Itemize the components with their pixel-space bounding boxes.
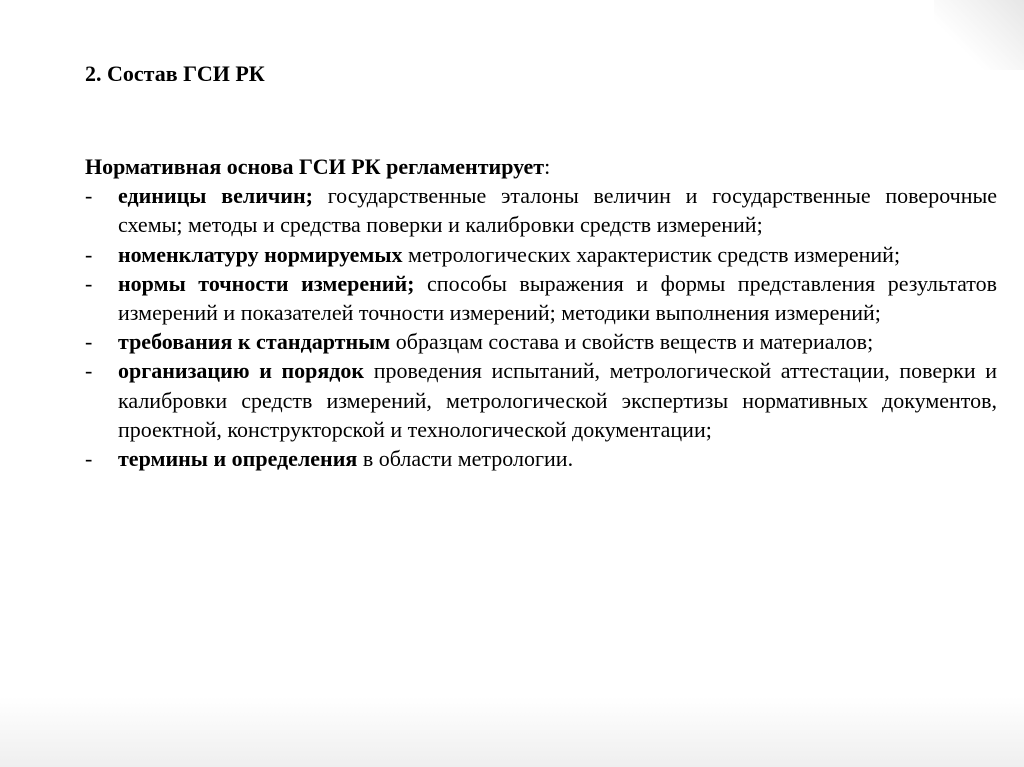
requirements-list — [85, 181, 997, 473]
item-term: организацию и порядок — [118, 358, 365, 384]
bullet-dash: - — [85, 358, 93, 384]
list-item — [85, 181, 997, 239]
item-text: метрологических характеристик средств измерений; — [402, 241, 901, 267]
item-text: проведения испытаний, метрологической аттестации, поверки и калибровки средств измерений, метрологической экспертизы нормативных документов, проектной, конструкторской и технологической документации; — [118, 358, 998, 442]
list-item — [85, 269, 997, 327]
intro-colon: : — [544, 154, 551, 179]
item-term: номенклатуру нормируемых — [118, 241, 403, 267]
slide-title: 2. Состав ГСИ РК — [85, 61, 265, 86]
bullet-dash: - — [85, 270, 93, 296]
bullet-dash: - — [85, 183, 93, 209]
bullet-dash: - — [85, 446, 93, 472]
item-text: способы выражения и формы представления результатов измерений и показателей точности измерений; методики выполнения измерений; — [118, 270, 997, 326]
bullet-dash: - — [85, 241, 93, 267]
list-item — [85, 327, 997, 356]
item-term: нормы точности измерений; — [118, 270, 415, 296]
item-text: в области метрологии. — [357, 446, 574, 472]
corner-shadow-decoration — [934, 0, 1024, 70]
item-term: требования к стандартным — [118, 329, 391, 355]
bottom-shadow-decoration — [0, 697, 1024, 767]
list-item — [85, 356, 997, 444]
bullet-dash: - — [85, 329, 93, 355]
item-text: государственные эталоны величин и государственные поверочные схемы; методы и средства поверки и калибровки средств измерений; — [118, 183, 998, 238]
list-item — [85, 240, 997, 269]
list-item — [85, 444, 997, 473]
intro-line — [85, 152, 997, 181]
item-term: термины и определения — [118, 446, 358, 472]
slide-body — [85, 152, 997, 473]
item-text: образцам состава и свойств веществ и материалов; — [390, 329, 874, 355]
intro-text: Нормативная основа ГСИ РК регламентирует — [85, 154, 545, 179]
item-term: единицы величин; — [118, 183, 313, 209]
